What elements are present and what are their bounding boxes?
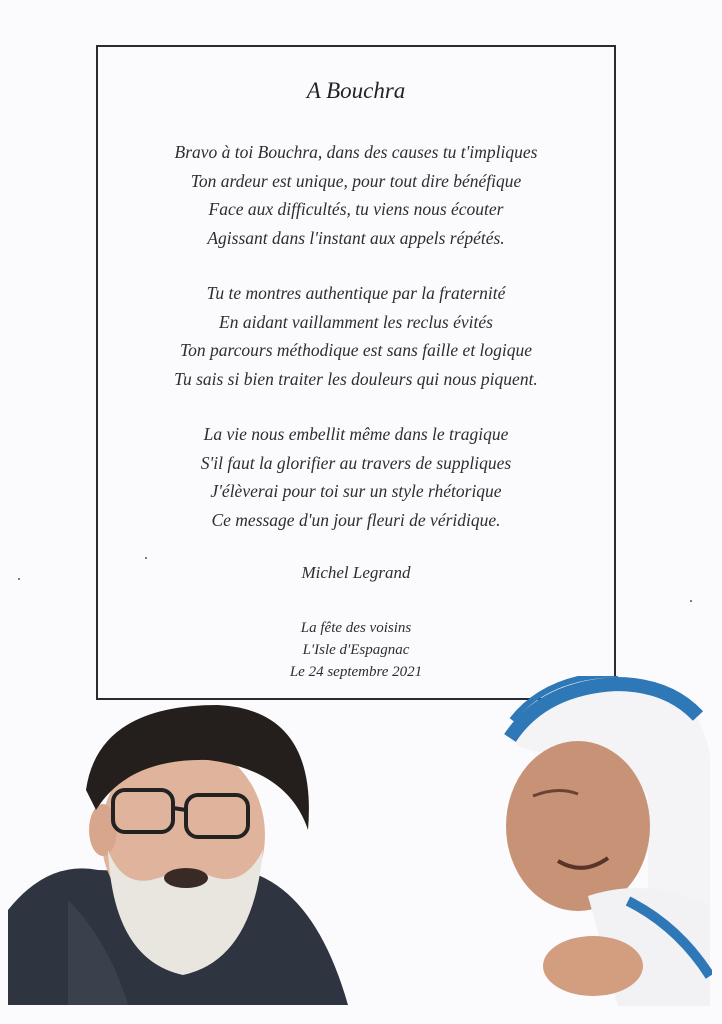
footer-date: Le 24 septembre 2021 <box>289 664 423 680</box>
poem-line: En aidant vaillamment les reclus évités <box>219 311 493 332</box>
poem-title: A Bouchra <box>306 78 406 103</box>
poem-line: Tu sais si bien traiter les douleurs qui nous piquent. <box>174 368 538 389</box>
left-portrait-image <box>8 700 353 1005</box>
poem-line: J'élèverai pour toi sur un style rhétorique <box>210 481 502 501</box>
poem-line: La vie nous embellit même dans le tragique <box>203 424 509 444</box>
scan-speck <box>690 600 692 602</box>
stanza-3 <box>96 420 616 534</box>
right-portrait-image <box>498 676 712 1006</box>
poem-author: Michel Legrand <box>301 563 411 582</box>
poem-line: Ton ardeur est unique, pour tout dire bénéfique <box>190 170 522 191</box>
poem-line: Agissant dans l'instant aux appels répétés. <box>207 227 505 248</box>
scan-speck <box>145 557 147 559</box>
scan-speck <box>18 578 20 580</box>
footer-place: L'Isle d'Espagnac <box>302 642 410 658</box>
stanza-1 <box>96 138 616 252</box>
poem-line: Face aux difficultés, tu viens nous écouter <box>208 199 504 219</box>
poem-line: Bravo à toi Bouchra, dans des causes tu t'impliques <box>174 142 538 162</box>
poem-line: Ce message d'un jour fleuri de véridique. <box>211 509 501 530</box>
poem-line: S'il faut la glorifier au travers de suppliques <box>200 452 512 473</box>
stanza-2 <box>96 279 616 393</box>
poem-footer <box>96 617 616 683</box>
poem-line: Tu te montres authentique par la fraternité <box>206 283 506 303</box>
poem-line: Ton parcours méthodique est sans faille et logique <box>179 340 533 360</box>
footer-event: La fête des voisins <box>300 620 412 636</box>
